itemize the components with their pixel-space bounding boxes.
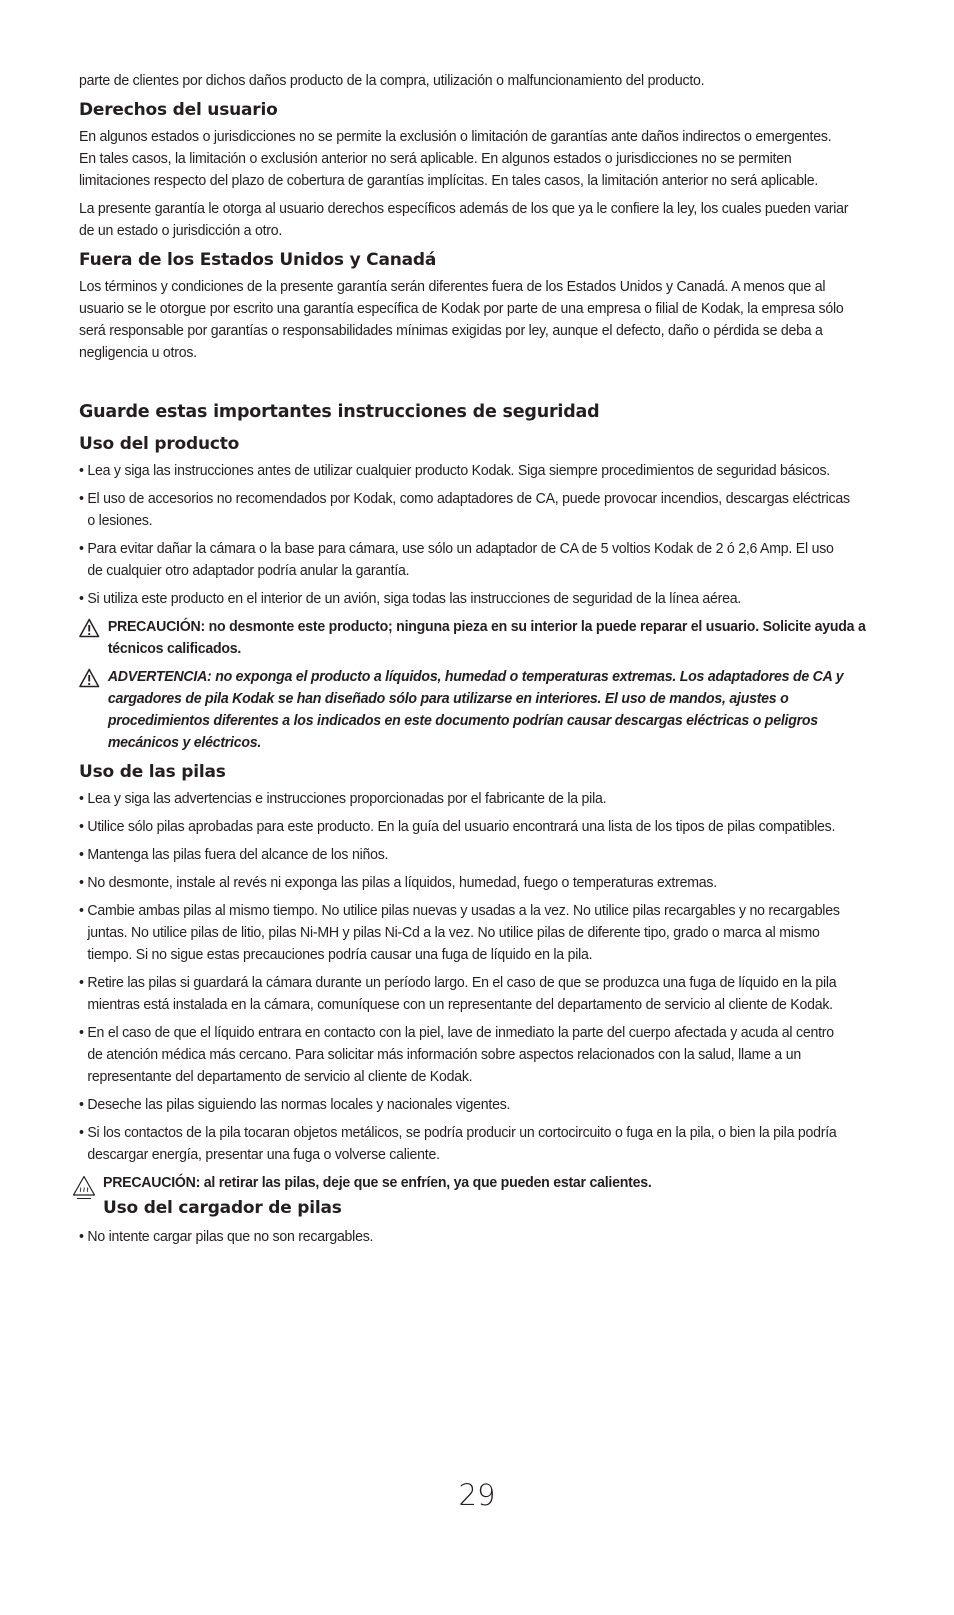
- heading-uso-pilas: Uso de las pilas: [79, 762, 226, 782]
- list-item: • El uso de accesorios no recomendados por Kodak, como adaptadores de CA, puede provocar incendios, descargas eléctricas o lesiones.: [79, 488, 851, 532]
- list-item: • Si los contactos de la pila tocaran objetos metálicos, se podría producir un cortocircuito o fuga en la pila, o bien la pila podría descargar energía, presentar una fuga o volverse caliente.: [79, 1122, 851, 1166]
- list-item: • Mantenga las pilas fuera del alcance de los niños.: [79, 844, 851, 866]
- list-item: • Deseche las pilas siguiendo las normas locales y nacionales vigentes.: [79, 1094, 851, 1116]
- hot-caution-text: PRECAUCIÓN: al retirar las pilas, deje que se enfríen, ya que pueden estar calientes.: [103, 1174, 652, 1191]
- pilas-list: [79, 788, 851, 1166]
- list-item: • Para evitar dañar la cámara o la base para cámara, use sólo un adaptador de CA de 5 voltios Kodak de 2 ó 2,6 Amp. El uso de cualquier otro adaptador podría anular la garantía.: [79, 538, 851, 582]
- producto-list: [79, 460, 851, 610]
- warning-notice: [79, 666, 880, 754]
- hot-surface-warning-icon: [72, 1175, 96, 1201]
- warning-triangle-icon: [79, 618, 99, 638]
- caution-notice: [79, 616, 880, 660]
- caution-text: PRECAUCIÓN: no desmonte este producto; ninguna pieza en su interior la puede reparar el usuario. Solicite ayuda a técnicos calificados.: [107, 618, 866, 657]
- heading-fuera: Fuera de los Estados Unidos y Canadá: [79, 250, 437, 270]
- list-item: • Utilice sólo pilas aprobadas para este producto. En la guía del usuario encontrará una lista de los tipos de pilas compatibles.: [79, 816, 851, 838]
- warning-text: ADVERTENCIA: no exponga el producto a líquidos, humedad o temperaturas extremas. Los adaptadores de CA y cargadores de pila Kodak se han diseñado sólo para utilizarse en interiores. El uso de mandos, ajustes o procedimientos diferentes a los indicados en este documento podrían causar descargas eléctricas o peligros mecánicos y eléctricos.: [107, 668, 844, 751]
- cargador-list: [79, 1226, 851, 1248]
- list-item: • Cambie ambas pilas al mismo tiempo. No utilice pilas nuevas y usadas a la vez. No utilice pilas recargables y no recargables juntas. No utilice pilas de litio, pilas Ni-MH y pilas Ni-Cd a la vez. No utilice pilas de diferente tipo, grado o marca al mismo tiempo. Si no sigue estas precauciones podría causar una fuga de líquido en la pila.: [79, 900, 851, 966]
- page-number: 29: [458, 1478, 496, 1512]
- derechos-paragraph-2: La presente garantía le otorga al usuario derechos específicos además de los que ya le confiere la ley, los cuales pueden variar de un estado o jurisdicción a otro.: [79, 200, 849, 239]
- list-item: • Retire las pilas si guardará la cámara durante un período largo. En el caso de que se produzca una fuga de líquido en la pila mientras está instalada en la cámara, comuníquese con un representante del departamento de servicio al cliente de Kodak.: [79, 972, 851, 1016]
- list-item: • No desmonte, instale al revés ni exponga las pilas a líquidos, humedad, fuego o temperaturas extremas.: [79, 872, 851, 894]
- heading-seguridad: Guarde estas importantes instrucciones de seguridad: [79, 402, 600, 422]
- document-page: [79, 70, 866, 1254]
- warning-triangle-icon: [79, 668, 99, 688]
- derechos-paragraph-1: En algunos estados o jurisdicciones no se permite la exclusión o limitación de garantías ante daños indirectos o emergentes. En tales casos, la limitación o exclusión anterior no será aplicable. En algunos estados o jurisdicciones no se permiten limitaciones respecto del plazo de cobertura de garantías implícitas. En tales casos, la limitación anterior no será aplicable.: [79, 128, 832, 189]
- heading-derechos: Derechos del usuario: [79, 100, 278, 120]
- list-item: • En el caso de que el líquido entrara en contacto con la piel, lave de inmediato la parte del cuerpo afectada y acuda al centro de atención médica más cercano. Para solicitar más información sobre aspectos relacionados con la salud, llame a un representante del departamento de servicio al cliente de Kodak.: [79, 1022, 851, 1088]
- heading-uso-cargador: Uso del cargador de pilas: [103, 1198, 342, 1218]
- list-item: • Lea y siga las instrucciones antes de utilizar cualquier producto Kodak. Siga siempre procedimientos de seguridad básicos.: [79, 460, 851, 482]
- list-item: • Lea y siga las advertencias e instrucciones proporcionadas por el fabricante de la pila.: [79, 788, 851, 810]
- list-item: • No intente cargar pilas que no son recargables.: [79, 1226, 851, 1248]
- continuation-text: parte de clientes por dichos daños producto de la compra, utilización o malfuncionamiento del producto.: [79, 72, 705, 89]
- heading-uso-producto: Uso del producto: [79, 434, 240, 454]
- list-item: • Si utiliza este producto en el interior de un avión, siga todas las instrucciones de seguridad de la línea aérea.: [79, 588, 851, 610]
- hot-caution-block: [79, 1172, 859, 1220]
- fuera-paragraph-1: Los términos y condiciones de la presente garantía serán diferentes fuera de los Estados Unidos y Canadá. A menos que al usuario se le otorgue por escrito una garantía específica de Kodak por parte de una empresa o filial de Kodak, la empresa sólo será responsable por garantías o responsabilidades mínimas exigidas por ley, aunque el defecto, daño o pérdida se deba a negligencia u otros.: [79, 278, 844, 361]
